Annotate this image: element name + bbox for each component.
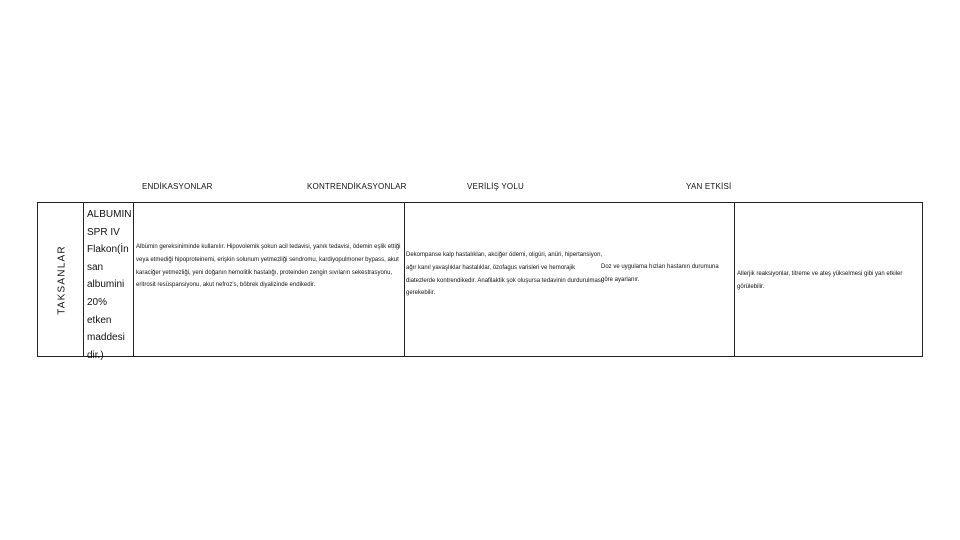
route-cell: Doz ve uygulama hızları hastanın durumuna göre ayarlanır. (601, 264, 719, 283)
taxon-line: SPR IV (87, 226, 120, 238)
row-group-label: TAKSANLAR (56, 245, 68, 315)
column-divider (404, 203, 405, 356)
header-side-effects: YAN ETKİSİ (686, 182, 732, 191)
taxon-cell (87, 206, 133, 364)
header-contraindications: KONTRENDİKASYONLAR (307, 182, 407, 191)
taxon-line: san (87, 261, 104, 273)
column-divider (734, 203, 735, 356)
taxon-line: Flakon(İn (87, 244, 129, 256)
indications-cell: Albümin gereksiniminde kullanılır. Hipovolemik şokun acil tedavisi, yanık tedavisi, ödemin eşlik ettiği veya etmediği hipoproteinemi, erişkin solunum yetmezliği sendromu, kardiyopulmoner bypass, akut karaciğer yetmezliği, yeni doğanın hemolitik hastalığı, proteinden zengin sıvıların sekestrasyonu, eritrosit resüspansiyonu, akut nefroz's, böbrek diyalizinde endikedir. (136, 244, 401, 289)
taxon-line: etken (87, 314, 112, 326)
header-indications: ENDİKASYONLAR (142, 182, 213, 191)
drug-table (37, 202, 923, 361)
side-effects-cell: Allerjik reaksiyonlar, titreme ve ateş yükselmesi gibi yan etkiler görülebilir. (737, 271, 903, 290)
taxon-line: maddesi (87, 332, 125, 344)
taxon-line: albumini (87, 279, 125, 291)
taxon-line: ALBUMIN (87, 209, 132, 220)
taxon-line: 20% (87, 296, 108, 308)
contraindications-cell: Dekompanse kalp hastalıkları, akciğer ödemi, oligüri, anüri, hipertansiyon, ağır kanıl yavaşlıklar hastalıklar, özofagus varisleri ve hemorajik diatezlerde kontrendikedir. Anafilaktik şok oluşursa tedavinin durdurulması gerekebilir. (406, 252, 603, 297)
header-route: VERİLİŞ YOLU (467, 182, 524, 191)
taxon-line: dir.) (87, 349, 104, 361)
column-divider (133, 203, 134, 356)
column-divider (83, 203, 84, 356)
